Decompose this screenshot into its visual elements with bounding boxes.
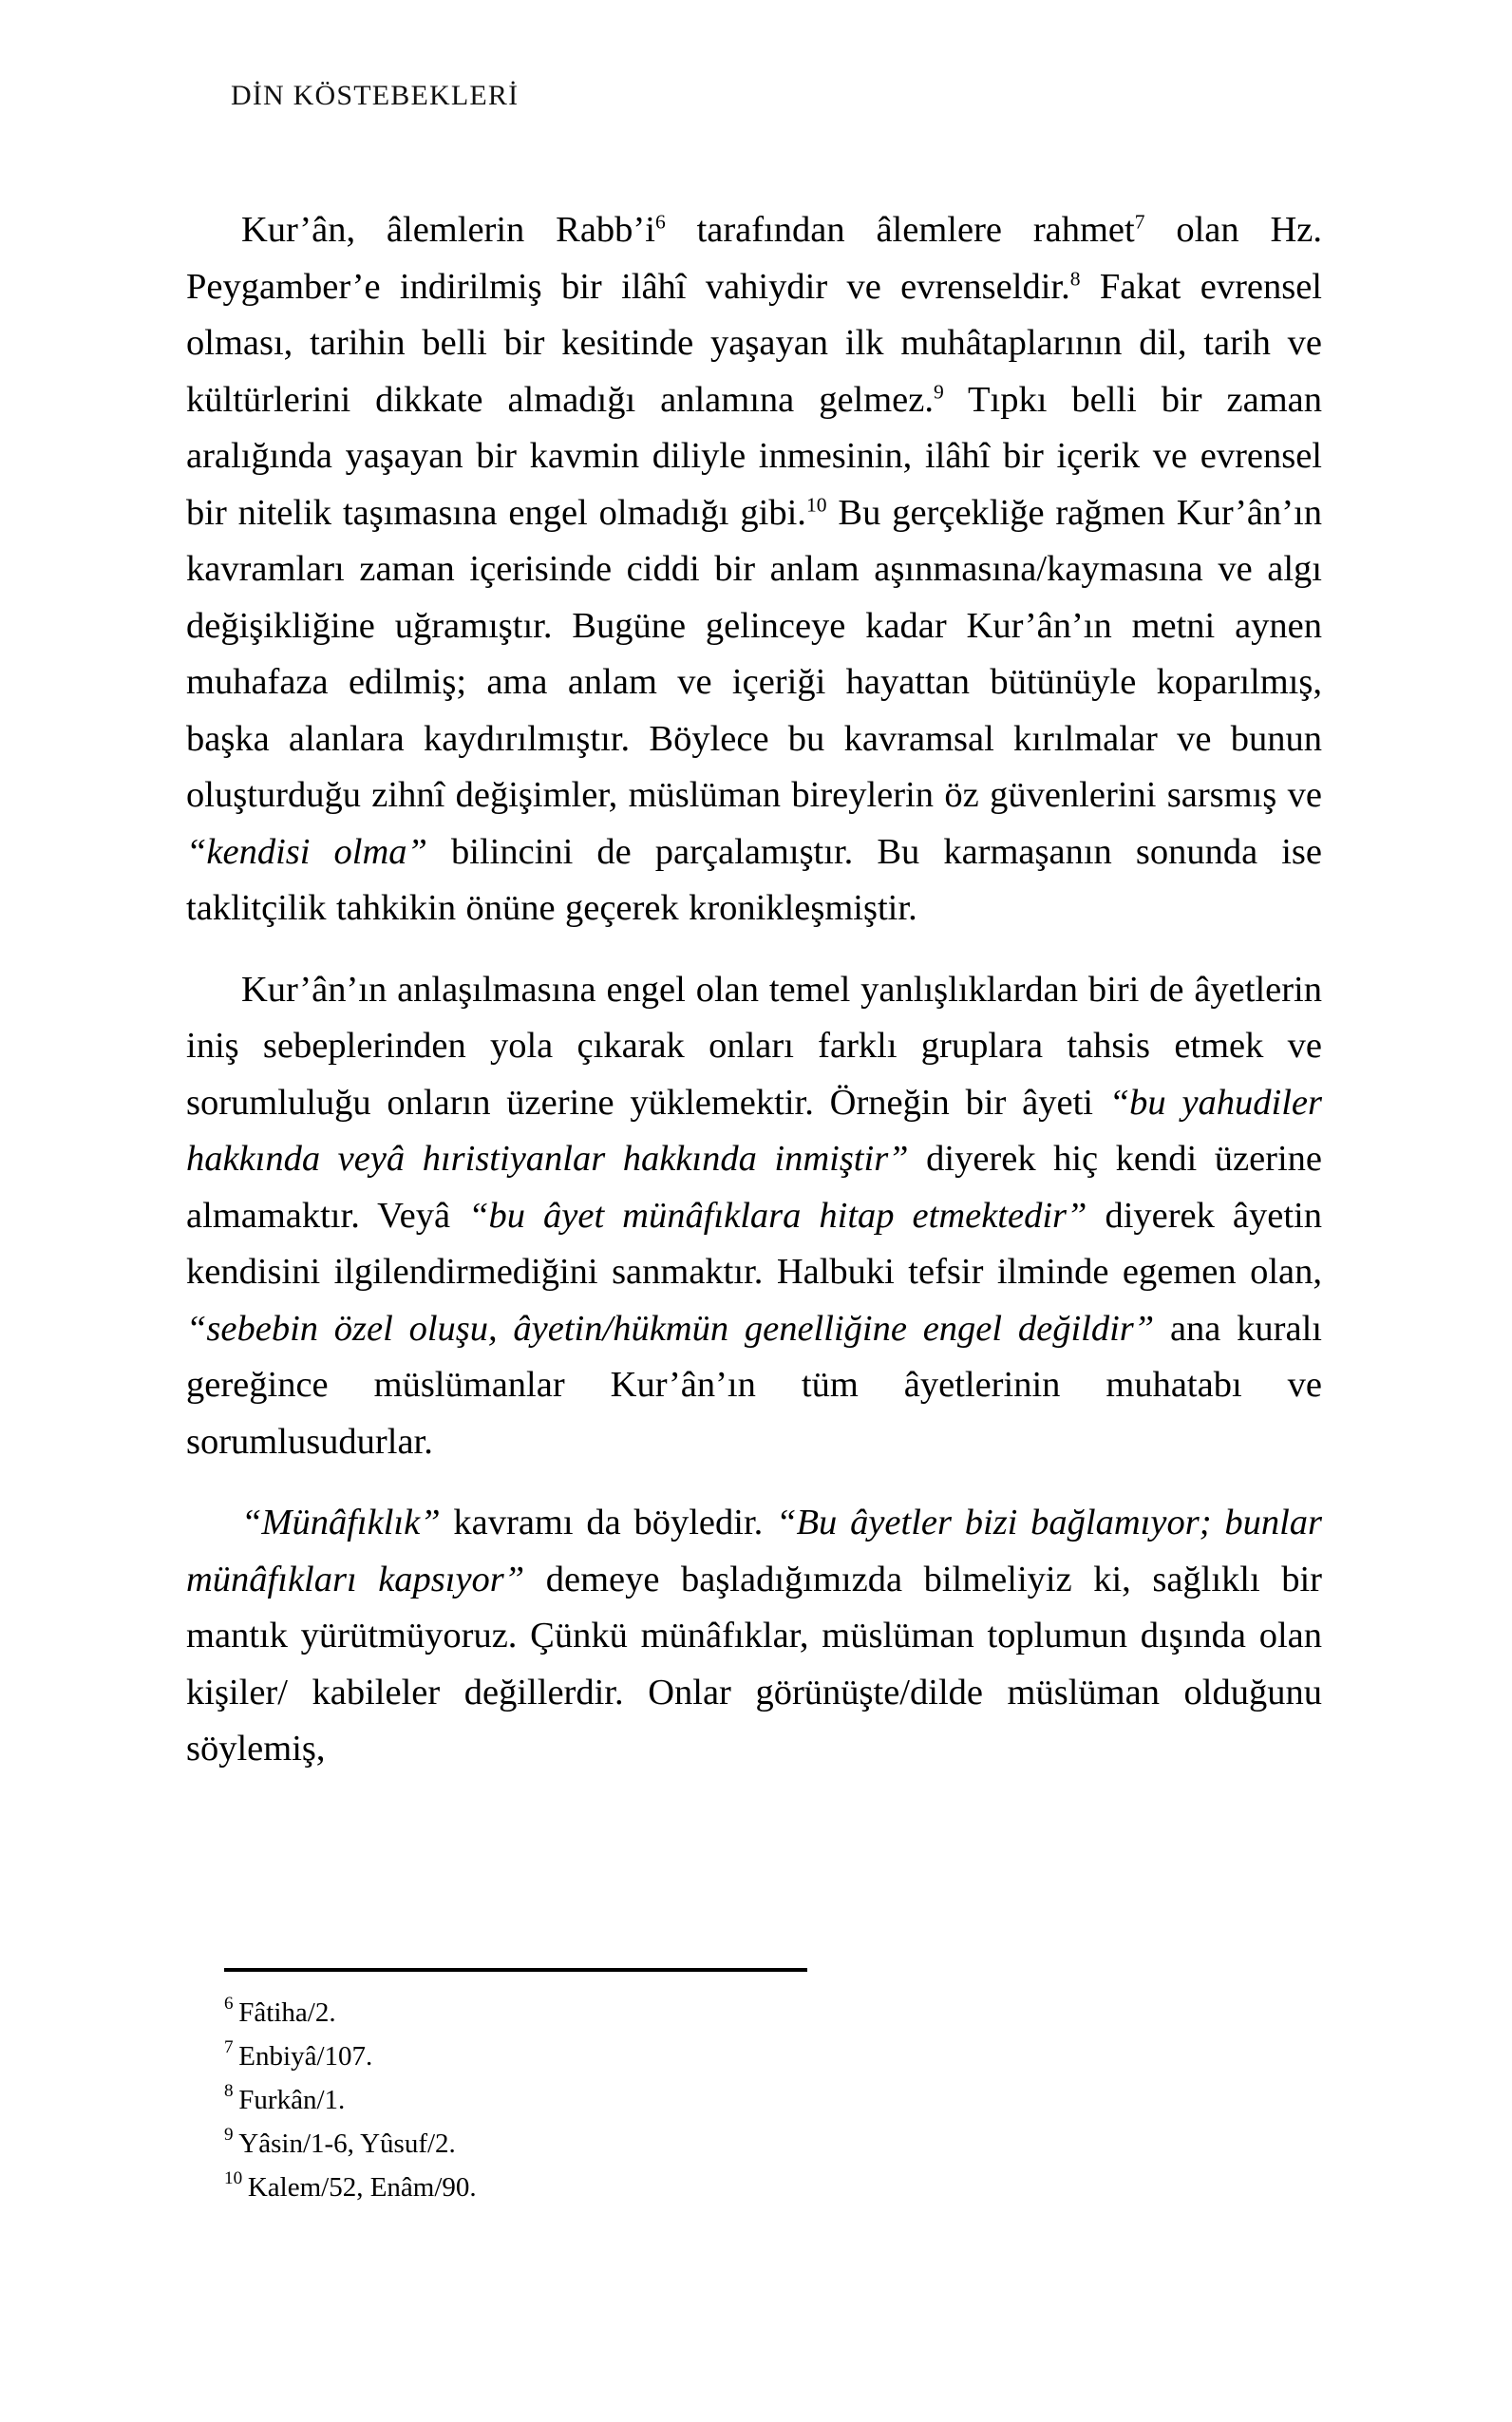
footnote-reference[interactable]: 8 [1069,267,1081,291]
quoted-italic-text: “bu yahudiler hakkında veyâ hıristiyanlar hakkında inmiştir” [186,1082,1322,1179]
quoted-italic-text: “Bu âyetler bizi bağlamıyor; bunlar münâfıkları kapsıyor” [186,1503,1322,1599]
footnote-item [224,1991,1307,2034]
quoted-italic-text: “sebebin özel oluşu, âyetin/hükmün genelliğine engel değildir” [186,1308,1155,1349]
footnote-number: 8 [224,2081,234,2102]
footnote-separator-rule [224,1968,807,1972]
footnote-text: Kalem/52, Enâm/90. [247,2172,477,2203]
footnote-item [224,2034,1307,2078]
footnote-reference[interactable]: 6 [654,210,666,234]
footnote-reference[interactable]: 7 [1134,210,1145,234]
paragraph-3: “Münâfıklık” kavramı da böyledir. “Bu âyetler bizi bağlamıyor; bunlar münâfıkları kapsıyor” demeye başladığımızda bilmeliyiz ki, sağlıklı bir mantık yürütmüyoruz. Çünkü münâfıklar, müslüman toplumun dışında olan kişiler/ kabileler değillerdir. Onlar görünüşte/dilde müslüman olduğunu söylemiş, [186,1503,1322,1769]
footnote-text: Fâtiha/2. [238,1997,336,2028]
footnote-item [224,2122,1307,2166]
footnotes-container [224,1991,1307,2209]
running-header: DİN KÖSTEBEKLERİ [231,80,520,111]
footnote-reference[interactable]: 10 [805,493,827,517]
footnote-number: 10 [224,2168,243,2189]
footnote-text: Yâsin/1-6, Yûsuf/2. [238,2129,456,2159]
footnote-text: Enbiyâ/107. [238,2041,373,2072]
footnote-item [224,2166,1307,2209]
footnote-number: 9 [224,2125,234,2146]
footnote-text: Furkân/1. [238,2085,346,2115]
footnote-reference[interactable]: 9 [933,380,944,404]
quoted-italic-text: “kendisi olma” [186,831,427,872]
quoted-italic-text: “bu âyet münâfıklara hitap etmektedir” [468,1195,1087,1236]
footnote-number: 6 [224,1994,234,2015]
footnote-item [224,2078,1307,2122]
body-text-container [186,202,1322,1778]
paragraph-2: Kur’ân’ın anlaşılmasına engel olan temel yanlışlıklardan biri de âyetlerin iniş sebeplerinden yola çıkarak onları farklı gruplara tahsis etmek ve sorumluluğu onların üzerine yüklemektir. Örneğin bir âyeti “bu yahudiler hakkında veyâ hıristiyanlar hakkında inmiştir” diyerek hiç kendi üzerine almamaktır. Veyâ “bu âyet münâfıklara hitap etmektedir” diyerek âyetin kendisini ilgilendirmediğini sanmaktır. Halbuki tefsir ilminde egemen olan, “sebebin özel oluşu, âyetin/hükmün genelliğine engel değildir” ana kuralı gereğince müslümanlar Kur’ân’ın tüm âyetlerinin muhatabı ve sorumlusudurlar. [186,969,1323,1462]
paragraph-1: Kur’ân, âlemlerin Rabb’i$^6$ tarafından âlemlere rahmet$^7$ olan Hz. Peygamber’e indirilmiş bir ilâhî vahiydir ve evrenseldir.$^8$ Fakat evrensel olması, tarihin belli bir kesitinde yaşayan ilk muhâtaplarının dil, tarih ve kültürlerini dikkate almadığı anlamına gelmez.$^9$ Tıpkı belli bir zaman aralığında yaşayan bir kavmin diliyle inmesinin, ilâhî bir içerik ve evrensel bir nitelik taşımasına engel olmadığı gibi.$^{10}$ Bu gerçekliğe rağmen Kur’ân’ın kavramları zaman içerisinde ciddi bir anlam aşınmasına/kaymasına ve algı değişikliğine uğramıştır. Bugüne gelinceye kadar Kur’ân’ın metni aynen muhafaza edilmiş; ama anlam ve içeriği hayattan bütünüyle koparılmış, başka alanlara kaydırılmıştır. Böylece bu kavramsal kırılmalar ve bunun oluşturduğu zihnî değişimler, müslüman bireylerin öz güvenlerini sarsmış ve “kendisi olma” bilincini de parçalamıştır. Bu karmaşanın sonunda ise taklitçilik tahkikin önüne geçerek kronikleşmiştir. [186,210,1323,928]
quoted-italic-text: “Münâfıklık” [241,1503,441,1542]
footnote-number: 7 [224,2037,234,2058]
